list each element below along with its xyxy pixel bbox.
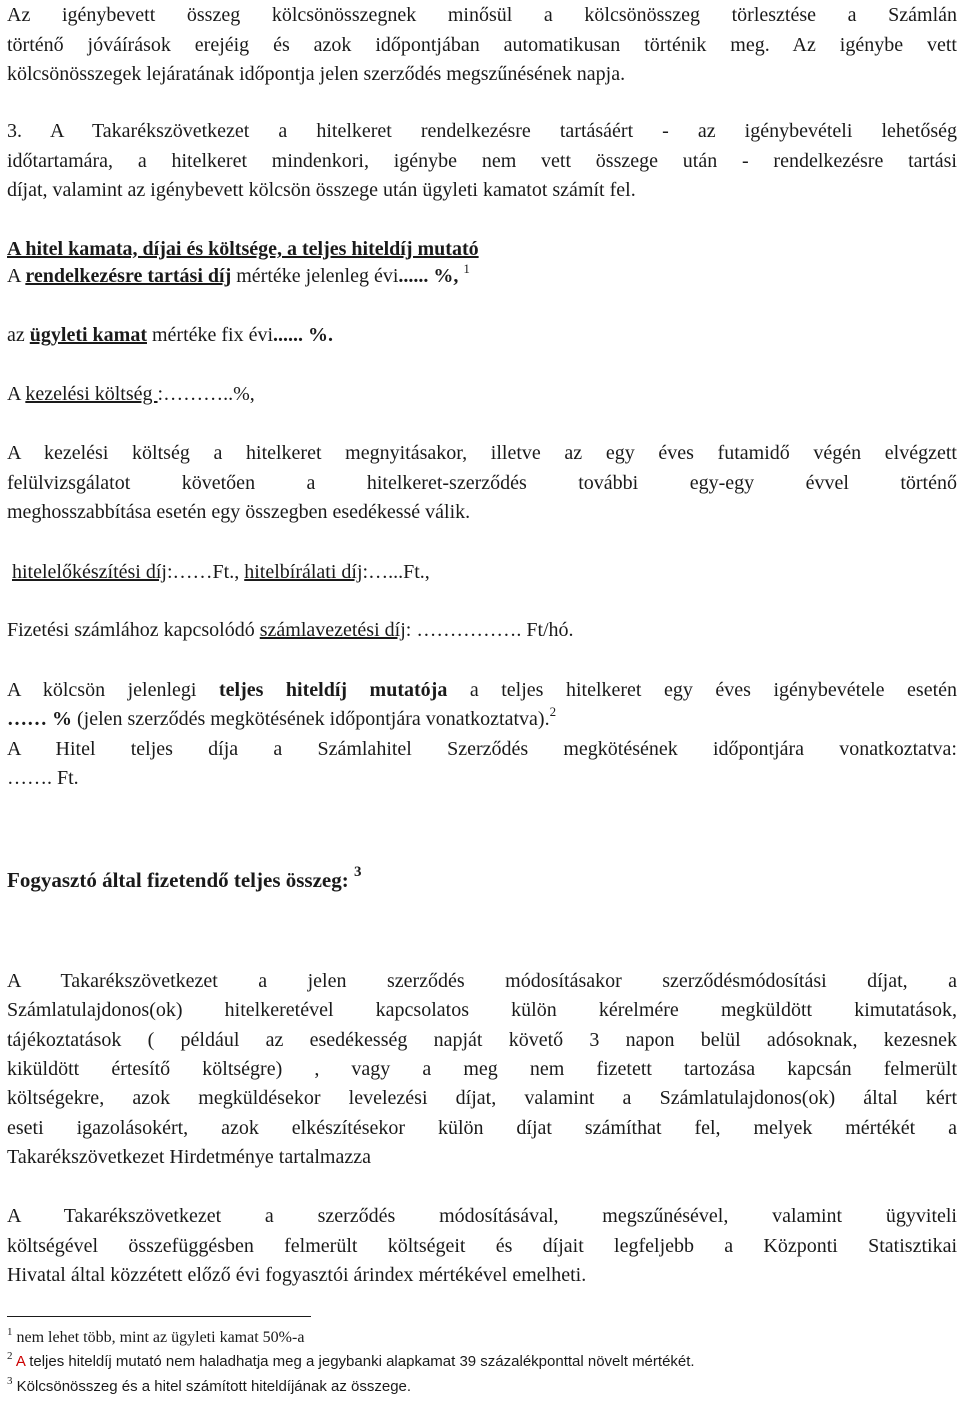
footnote-2 <box>7 1352 695 1372</box>
footnote-number: 3 <box>7 1375 13 1387</box>
account-fee-value: : ……………. Ft/hó. <box>405 619 574 641</box>
paragraph-line: A Takarékszövetkezet a szerződés módosításával, megszűnésével, valamint ügyviteli <box>7 1205 957 1227</box>
apr-line <box>7 677 957 703</box>
account-fee-term: számlavezetési díj <box>259 619 406 641</box>
section-heading-text: A hitel kamata, díjai és költsége, a teljes hiteldíj mutató <box>7 238 479 260</box>
section-heading <box>7 864 362 893</box>
paragraph-line: Számlatulajdonos(ok) hitelkeretével kapcsolatos külön kérelmére megküldött kimutatások, <box>7 999 957 1021</box>
paragraph-line: 3. A Takarékszövetkezet a hitelkeret rendelkezésre tartásáért - az igénybevételi lehetőség <box>7 120 957 142</box>
interest-rate-line <box>7 322 333 348</box>
fees-line <box>12 559 430 585</box>
text: A <box>7 383 26 405</box>
section-heading <box>7 236 479 262</box>
paragraph-line: A Takarékszövetkezet a jelen szerződés módosításakor szerződésmódosítási díjat, a <box>7 970 957 992</box>
evaluation-fee-value: :…...Ft. <box>362 561 425 583</box>
preparation-fee-value: :……Ft. <box>166 561 235 583</box>
footnote-ref-2: 2 <box>549 704 557 719</box>
management-cost-value: :………..%, <box>157 383 255 405</box>
footnote-number: 2 <box>7 1350 13 1362</box>
paragraph-line: költségekre, azok megküldésekor levelezési díjat, valamint a Számlatulajdonos(ok) által kért <box>7 1087 957 1109</box>
paragraph-line: Az igénybevett összeg kölcsönösszegnek minősül a kölcsönösszeg törlesztése a Számlán <box>7 4 957 26</box>
apr-term: teljes hiteldíj mutatója <box>218 679 448 701</box>
footnote-ref-3: 3 <box>353 864 362 880</box>
text: , <box>424 561 430 583</box>
paragraph-line: tájékoztatások ( például az esedékesség napját követő 3 napon belül adósoknak, kezesnek <box>7 1029 957 1051</box>
footnote-text: Kölcsönösszeg és a hitel számított hiteldíjának az összege. <box>12 1378 412 1395</box>
paragraph-line: költségével összefüggésben felmerült költségeit és díjait legfeljebb a Központi Statisztikai <box>7 1235 957 1257</box>
footnote-text: nem lehet több, mint az ügyleti kamat 50%-a <box>12 1329 305 1346</box>
paragraph-line: felülvizsgálatot követően a hitelkeret-szerződés további egy-egy évvel történő <box>7 472 957 494</box>
text: Fizetési számlához kapcsolódó <box>7 619 260 641</box>
text: mértéke fix évi <box>146 324 274 346</box>
text: az <box>7 324 30 346</box>
text: A kölcsön jelenlegi <box>7 679 219 701</box>
management-cost-term: kezelési költség <box>25 383 158 405</box>
paragraph-line: A kezelési költség a hitelkeret megnyitásakor, illetve az egy éves futamidő végén elvégzett <box>7 442 957 464</box>
interest-rate-value: ...... %. <box>273 324 334 346</box>
text: , <box>234 561 245 583</box>
footnote-number: 1 <box>7 1326 13 1338</box>
total-fee-line: A Hitel teljes díja a Számlahitel Szerződés megkötésének időpontjára vonatkoztatva: <box>7 738 957 760</box>
commitment-fee-value: ...... % <box>398 265 454 287</box>
footnote-separator <box>7 1316 311 1317</box>
management-cost-line <box>7 381 255 407</box>
text: A <box>7 265 26 287</box>
paragraph-line: díjat, valamint az igénybevett kölcsön összege után ügyleti kamatot számít fel. <box>7 179 636 201</box>
footnote-3 <box>7 1377 411 1397</box>
footnote-accent: A <box>12 1353 26 1370</box>
paragraph-line: Takarékszövetkezet Hirdetménye tartalmazza <box>7 1146 371 1168</box>
footnote-1 <box>7 1328 304 1348</box>
apr-value: …… % <box>7 708 72 730</box>
evaluation-fee-term: hitelbírálati díj <box>244 561 363 583</box>
total-fee-value: ……. Ft. <box>7 767 79 789</box>
text: , <box>453 265 459 287</box>
paragraph-line: meghosszabbítása esetén egy összegben esedékessé válik. <box>7 501 471 523</box>
interest-rate-term: ügyleti kamat <box>29 324 147 346</box>
preparation-fee-term: hitelelőkészítési díj <box>12 561 167 583</box>
footnote-text: teljes hiteldíj mutató nem haladhatja meg a jegybanki alapkamat 39 százalékponttal növelt mértékét. <box>25 1353 695 1370</box>
section-heading-text: Fogyasztó által fizetendő teljes összeg: <box>7 868 349 892</box>
commitment-fee-line <box>7 263 470 289</box>
paragraph-line: kölcsönösszegek lejáratának időpontja jelen szerződés megszűnésének napja. <box>7 63 626 85</box>
paragraph-line: kiküldött értesítő költségre) , vagy a meg nem fizetett tartozása kapcsán felmerült <box>7 1058 957 1080</box>
paragraph-line: történő jóváírások erejéig és azok időpontjában automatikusan történik meg. Az igénybe vett <box>7 34 957 56</box>
footnote-ref-1: 1 <box>463 261 470 276</box>
text: mértéke jelenleg évi <box>231 265 399 287</box>
paragraph-line: időtartamára, a hitelkeret mindenkori, igénybe nem vett összege után - rendelkezésre tartási <box>7 150 957 172</box>
commitment-fee-term: rendelkezésre tartási díj <box>25 265 232 287</box>
paragraph-line: Hivatal által közzétett előző évi fogyasztói árindex mértékével emelheti. <box>7 1264 587 1286</box>
text: a teljes hitelkeret egy éves igénybevétele esetén <box>447 679 958 701</box>
paragraph-line: eseti igazolásokért, azok elkészítésekor külön díjat számíthat fel, melyek mértékét a <box>7 1117 957 1139</box>
text: (jelen szerződés megkötésének időpontjára vonatkoztatva). <box>72 708 550 730</box>
account-fee-line <box>7 617 574 643</box>
apr-value-line <box>7 706 556 732</box>
